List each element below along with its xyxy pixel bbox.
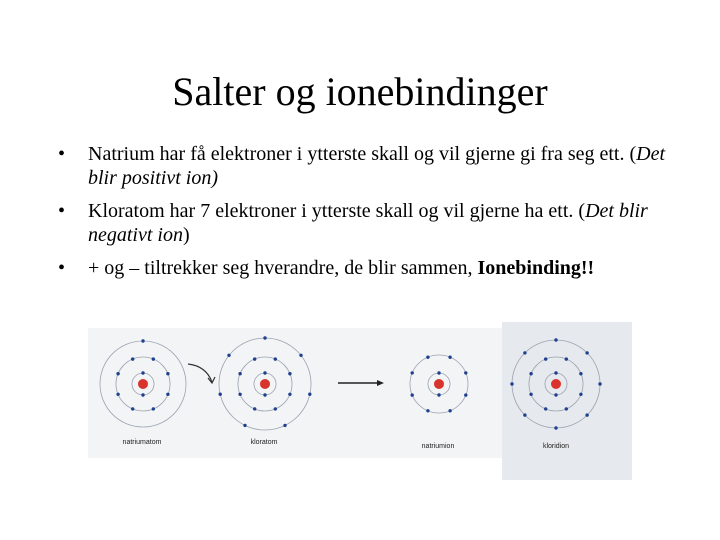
electron <box>131 407 134 410</box>
figure-panel-right <box>502 322 632 480</box>
electron <box>585 351 588 354</box>
electron <box>131 357 134 360</box>
electron <box>141 393 144 396</box>
bullet-item <box>54 199 674 247</box>
electron <box>308 393 311 396</box>
bullet-text: Kloratom har 7 elektroner i ytterste skall og vil gjerne ha ett. ( <box>88 200 586 222</box>
electron <box>166 393 169 396</box>
electron <box>523 413 526 416</box>
electron <box>448 356 451 359</box>
nucleus <box>434 379 444 389</box>
electron <box>243 424 246 427</box>
electron <box>411 371 414 374</box>
electron <box>585 413 588 416</box>
electron <box>565 357 568 360</box>
electron <box>598 382 601 385</box>
electron <box>152 407 155 410</box>
bullet-mark: • <box>58 200 66 222</box>
bullet-mark: • <box>58 143 66 165</box>
label-kloratom: kloratom <box>250 439 278 446</box>
electron <box>437 393 440 396</box>
nucleus <box>551 379 561 389</box>
electron <box>565 407 568 410</box>
ion-formation-figure <box>88 322 632 480</box>
bullet-text: + og – tiltrekker seg hverandre, de blir sammen, <box>88 257 478 279</box>
label-natriumion: natriumion <box>421 443 455 450</box>
bullet-text-after: ) <box>182 224 190 246</box>
electron <box>523 351 526 354</box>
electron <box>253 407 256 410</box>
electron <box>116 393 119 396</box>
label-natriumatom: natriumatom <box>122 439 162 446</box>
electron <box>263 336 266 339</box>
electron <box>437 371 440 374</box>
electron <box>152 357 155 360</box>
electron <box>141 339 144 342</box>
electron <box>464 393 467 396</box>
bullet-item <box>54 256 674 280</box>
electron <box>238 393 241 396</box>
bullet-strong: Ionebinding!! <box>477 257 595 279</box>
electron <box>554 371 557 374</box>
electron <box>299 354 302 357</box>
electron <box>288 393 291 396</box>
electron <box>510 382 513 385</box>
electron <box>544 407 547 410</box>
electron <box>274 357 277 360</box>
electron <box>141 371 144 374</box>
electron <box>288 372 291 375</box>
bullet-mark: • <box>58 257 66 279</box>
electron <box>464 371 467 374</box>
electron <box>274 407 277 410</box>
electron <box>411 393 414 396</box>
electron <box>116 372 119 375</box>
electron <box>579 393 582 396</box>
electron <box>554 338 557 341</box>
nucleus <box>138 379 148 389</box>
electron <box>227 354 230 357</box>
electron <box>253 357 256 360</box>
electron <box>544 357 547 360</box>
bullet-item <box>54 142 674 190</box>
electron <box>554 393 557 396</box>
bullet-emphasis: Det blir positivt ion) <box>88 143 666 189</box>
label-kloridion: kloridion <box>542 443 570 450</box>
electron <box>579 372 582 375</box>
electron <box>263 371 266 374</box>
electron <box>529 372 532 375</box>
electron <box>448 409 451 412</box>
electron <box>426 356 429 359</box>
electron <box>263 393 266 396</box>
electron <box>529 393 532 396</box>
bullet-list <box>54 142 674 289</box>
slide-title: Salter og ionebindinger <box>172 69 548 114</box>
bullet-text: Natrium har få elektroner i ytterste skall og vil gjerne gi fra seg ett. ( <box>88 143 637 165</box>
electron <box>426 409 429 412</box>
electron <box>554 426 557 429</box>
electron <box>219 393 222 396</box>
bullet-emphasis: Det blir negativt ion <box>88 200 648 246</box>
electron <box>238 372 241 375</box>
electron <box>166 372 169 375</box>
nucleus <box>260 379 270 389</box>
electron <box>283 424 286 427</box>
